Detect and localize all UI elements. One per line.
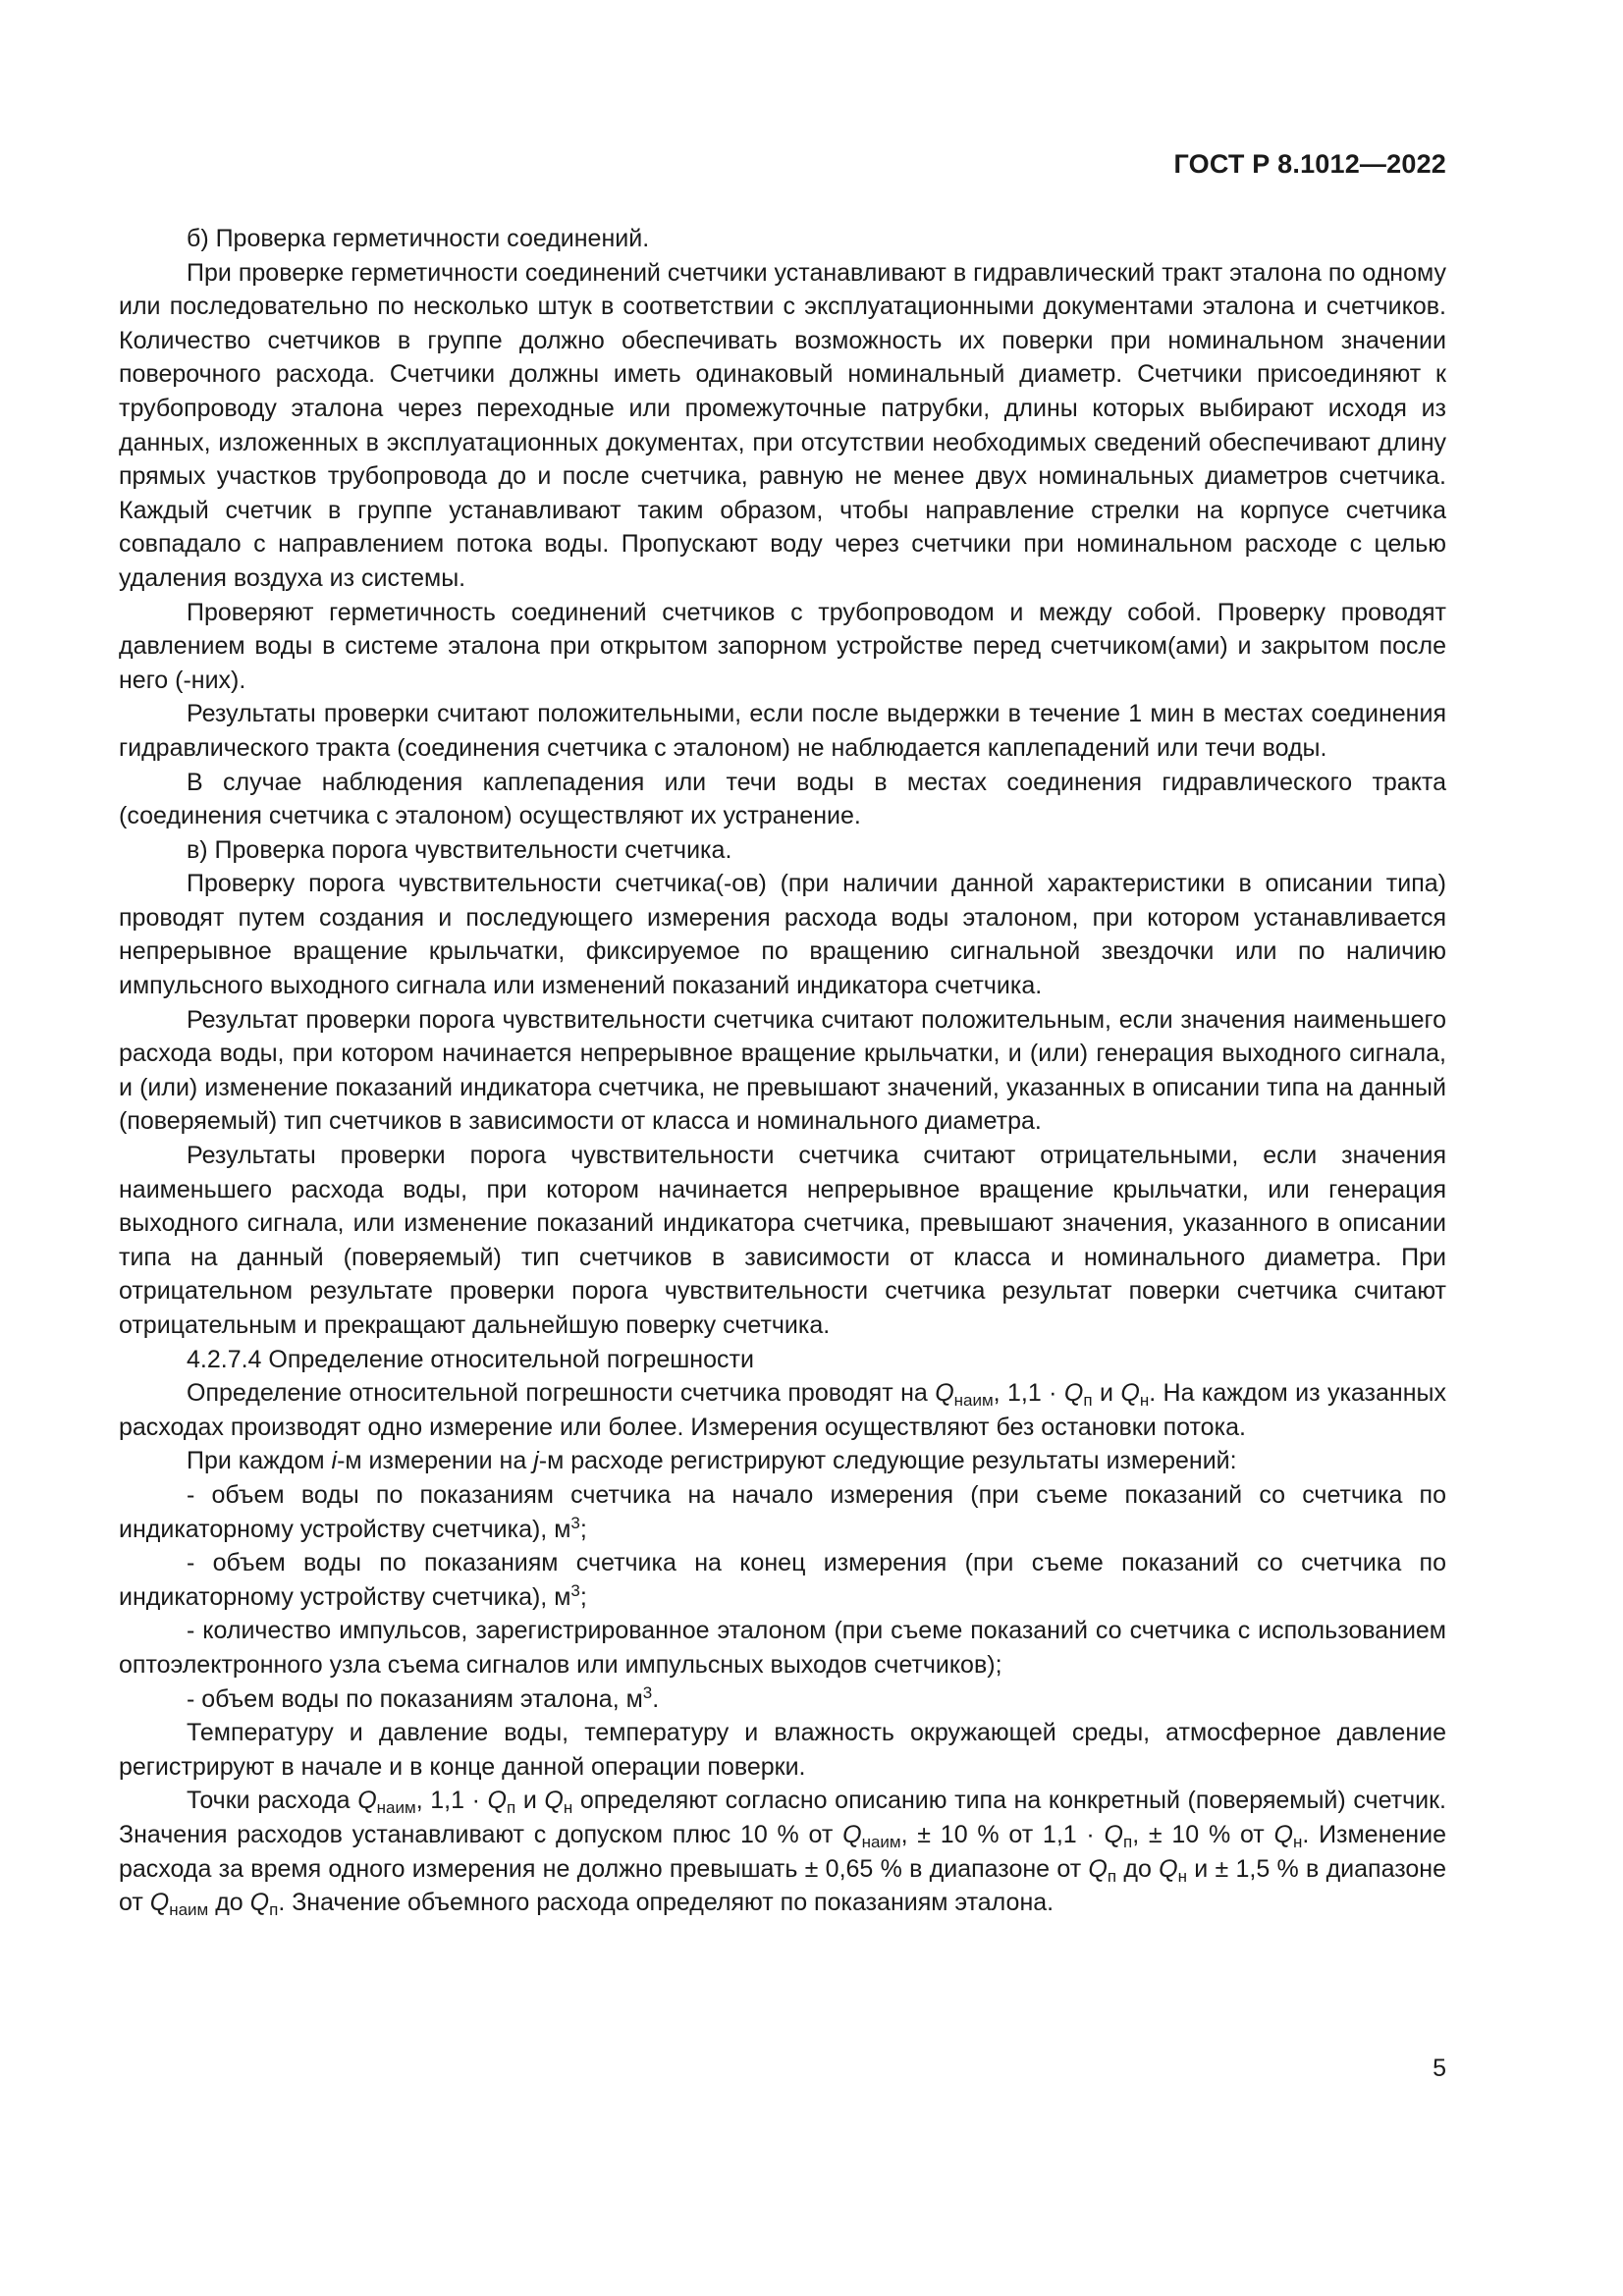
paragraph: Результаты проверки считают положительными, если после выдержки в течение 1 мин в местах соединения гидравлического тракта (соединения счетчика с эталоном) не наблюдается каплепадений или течи воды. — [119, 700, 1446, 762]
page-number: 5 — [1433, 2055, 1446, 2082]
paragraph: в) Проверка порога чувствительности счетчика. — [187, 835, 732, 864]
document-code: ГОСТ Р 8.1012—2022 — [1173, 149, 1446, 179]
paragraph: б) Проверка герметичности соединений. — [187, 225, 650, 252]
paragraph: При каждом i-м измерении на j-м расходе регистрируют следующие результаты измерений: — [187, 1447, 1237, 1475]
paragraph: Точки расхода $Q_{наим}$, $1,1 \cdot Q_п$ и $Q_н$ определяют согласно описанию типа на конкретный (поверяемый) счетчик. Значения расходов устанавливают с допуском плюс 10 % от $Q_{наим}$, ± 10 % от $1,1 \cdot Q_п$, ± 10 % от $Q_н$. Изменение расхода за время одного измерения не должно превышать ± 0,65 % в диапазоне от $Q_п$ до $Q_н$ и ± 1,5 % в диапазоне от $Q_{наим}$ до $Q_п$. Значение объемного расхода определяют по показаниям эталона. — [119, 1787, 1446, 1920]
section-heading: 4.2.7.4 Определение относительной погрешности — [187, 1345, 754, 1373]
paragraph: Определение относительной погрешности счетчика проводят на $Q_{наим}$, $1,1 \cdot Q_п$ и $Q_н$. На каждом из указанных расходах производят одно измерение или более. Измерения осуществляют без остановки потока. — [119, 1379, 1446, 1441]
paragraph: Результаты проверки порога чувствительности счетчика считают отрицательными, если значения наименьшего расхода воды, при котором начинается непрерывное вращение крыльчатки, или генерация выходного сигнала, или изменение показаний индикатора счетчика, превышают значения, указанного в описании типа на данный (поверяемый) тип счетчиков в зависимости от класса и номинального диаметра. При отрицательном результате проверки порога чувствительности счетчика результат поверки счетчика считают отрицательным и прекращают дальнейшую поверку счетчика. — [119, 1142, 1446, 1339]
list-item: - объем воды по показаниям счетчика на начало измерения (при съеме показаний со счетчика по индикаторному устройству счетчика), $м^3$; — [119, 1480, 1446, 1543]
paragraph: Проверку порога чувствительности счетчика(-ов) (при наличии данной характеристики в описании типа) проводят путем создания и последующего измерения расхода воды эталоном, при котором устанавливается непрерывное вращение крыльчатки, фиксируемое по вращению сигнальной звездочки или по наличию импульсного выходного сигнала или изменений показаний индикатора счетчика. — [119, 870, 1446, 1000]
paragraph: Результат проверки порога чувствительности счетчика считают положительным, если значения наименьшего расхода воды, при котором начинается непрерывное вращение крыльчатки, и (или) генерация выходного сигнала, и (или) изменение показаний индикатора счетчика, не превышают значений, указанных в описании типа на данный (поверяемый) тип счетчиков в зависимости от класса и номинального диаметра. — [119, 1005, 1446, 1136]
list-item: - количество импульсов, зарегистрированное эталоном (при съеме показаний со счетчика с использованием оптоэлектронного узла съема сигналов или импульсных выходов счетчиков); — [119, 1617, 1446, 1679]
paragraph: При проверке герметичности соединений счетчики устанавливают в гидравлический тракт эталона по одному или последовательно по несколько штук в соответствии с эксплуатационными документами эталона и счетчиков. Количество счетчиков в группе должно обеспечивать возможность их поверки при номинальном значении поверочного расхода. Счетчики должны иметь одинаковый номинальный диаметр. Счетчики присоединяют к трубопроводу эталона через переходные или промежуточные патрубки, длины которых выбирают исходя из данных, изложенных в эксплуатационных документах, при отсутствии необходимых сведений обеспечивают длину прямых участков трубопровода до и после счетчика, равную не менее двух номинальных диаметров счетчика. Каждый счетчик в группе устанавливают таким образом, чтобы направление стрелки на корпусе счетчика совпадало с направлением потока воды. Пропускают воду через счетчики при номинальном расходе с целью удаления воздуха из системы. — [119, 258, 1446, 592]
paragraph: Температуру и давление воды, температуру и влажность окружающей среды, атмосферное давление регистрируют в начале и в конце данной операции поверки. — [119, 1719, 1446, 1781]
paragraph: В случае наблюдения каплепадения или течи воды в местах соединения гидравлического тракта (соединения счетчика с эталоном) осуществляют их устранение. — [119, 768, 1446, 830]
list-item: - объем воды по показаниям счетчика на конец измерения (при съеме показаний со счетчика по индикаторному устройству счетчика), $м^3$; — [119, 1549, 1446, 1611]
document-body — [119, 222, 1446, 1920]
paragraph: Проверяют герметичность соединений счетчиков с трубопроводом и между собой. Проверку проводят давлением воды в системе эталона при открытом запорном устройстве перед счетчиком(ами) и закрытом после него (-них). — [119, 598, 1446, 694]
list-item: - объем воды по показаниям эталона, $м^3$. — [187, 1682, 660, 1713]
